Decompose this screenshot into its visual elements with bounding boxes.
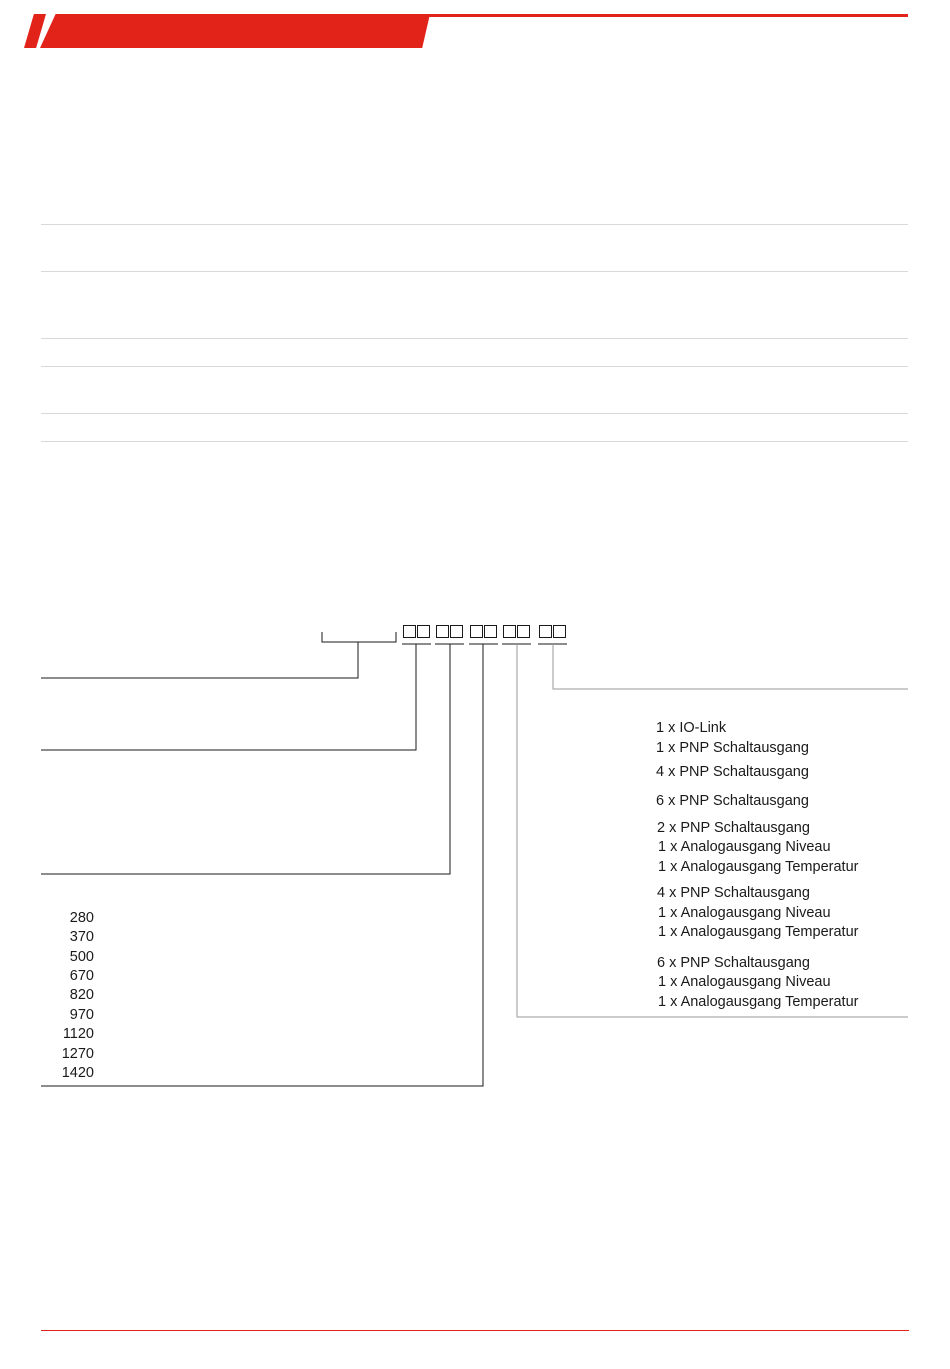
length-value: 820 bbox=[69, 987, 94, 1003]
output-option-line: 1 x PNP Schaltausgang bbox=[656, 740, 809, 756]
code-box-group-5 bbox=[538, 626, 567, 645]
output-option-line: 1 x Analogausgang Temperatur bbox=[658, 924, 859, 940]
leader-line-length bbox=[41, 644, 483, 1086]
length-value: 1120 bbox=[62, 1026, 94, 1042]
code-box-group-2 bbox=[435, 626, 464, 645]
leader-line-group-5 bbox=[553, 644, 908, 689]
output-option-line: 1 x Analogausgang Niveau bbox=[658, 905, 831, 921]
length-value: 1420 bbox=[61, 1065, 94, 1081]
base-code-bracket bbox=[322, 632, 396, 642]
length-value: 370 bbox=[69, 929, 94, 945]
length-value: 970 bbox=[69, 1007, 94, 1023]
output-option-line: 4 x PNP Schaltausgang bbox=[657, 885, 810, 901]
output-option-line: 4 x PNP Schaltausgang bbox=[656, 764, 809, 780]
code-box-group-1 bbox=[402, 626, 431, 645]
code-box-group-4 bbox=[502, 626, 531, 645]
length-value: 500 bbox=[69, 949, 94, 965]
length-value: 280 bbox=[69, 910, 94, 926]
output-option-line: 1 x Analogausgang Temperatur bbox=[658, 859, 859, 875]
output-option-line: 1 x Analogausgang Niveau bbox=[658, 974, 831, 990]
length-value: 670 bbox=[69, 968, 94, 984]
code-box-group-3 bbox=[469, 626, 498, 645]
output-option-line: 1 x IO-Link bbox=[656, 720, 727, 736]
output-option-line: 1 x Analogausgang Temperatur bbox=[658, 994, 859, 1010]
leader-line-group-1 bbox=[41, 644, 416, 750]
output-option-line: 6 x PNP Schaltausgang bbox=[656, 793, 809, 809]
output-option-line: 1 x Analogausgang Niveau bbox=[658, 839, 831, 855]
leader-line-base bbox=[41, 642, 358, 678]
output-option-line: 6 x PNP Schaltausgang bbox=[657, 955, 810, 971]
length-value: 1270 bbox=[61, 1046, 94, 1062]
footer-rule bbox=[41, 1330, 909, 1331]
output-option-line: 2 x PNP Schaltausgang bbox=[657, 820, 810, 836]
